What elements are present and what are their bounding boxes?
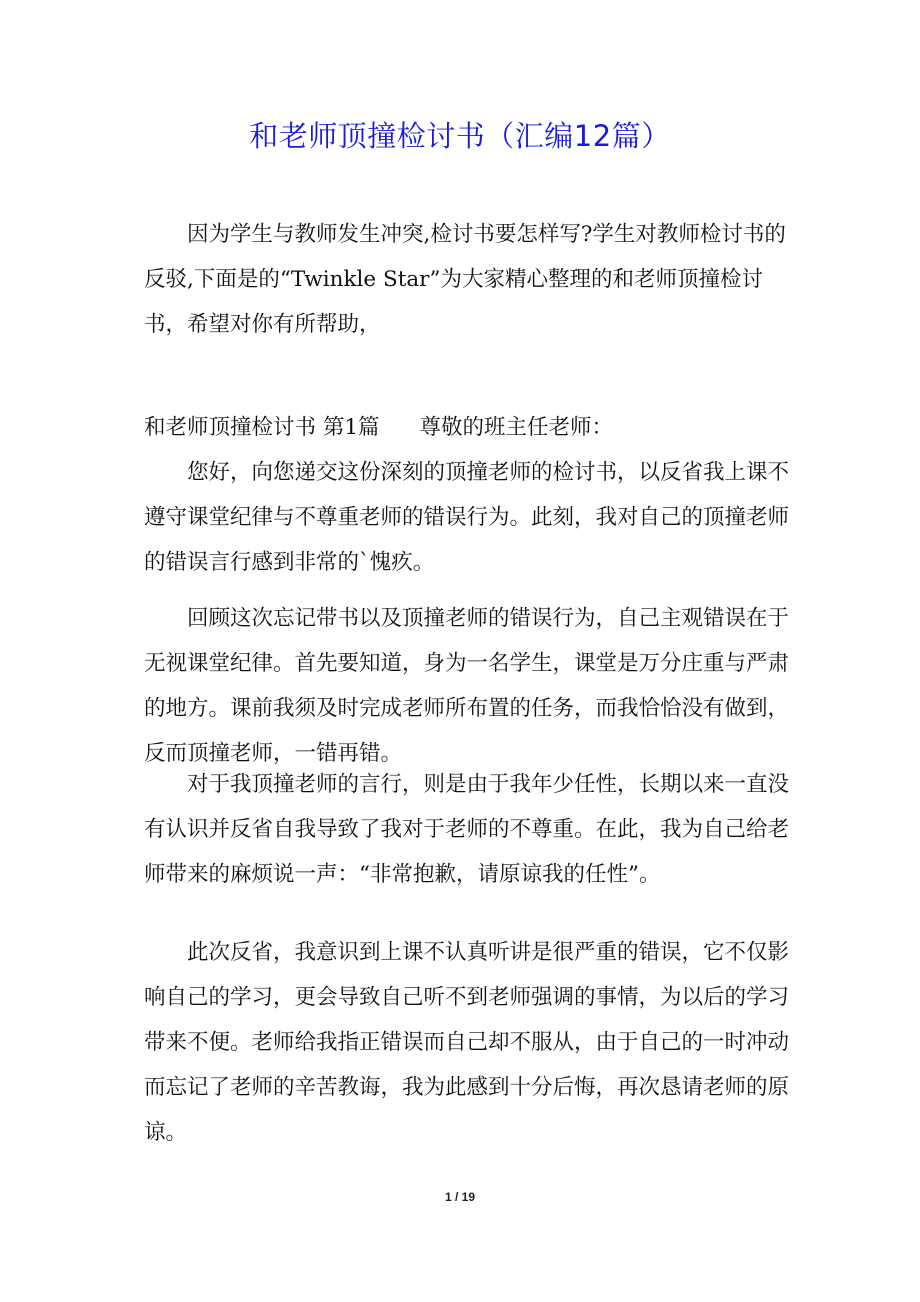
page-indicator: 1 / 19 (444, 1190, 476, 1204)
section-heading: 和老师顶撞检讨书 第1篇 (144, 415, 380, 440)
body-paragraph: 回顾这次忘记带书以及顶撞老师的错误行为，自己主观错误在于无视课堂纪律。首先要知道，身为一名学生，课堂是万分庄重与严肃的地方。课前我须及时完成老师所布置的任务，而我恰恰没有做到，反而顶撞老师，一错再错。 (144, 606, 790, 766)
intro-paragraph: 因为学生与教师发生冲突,检讨书要怎样写?学生对教师检讨书的反驳,下面是的“Twinkle Star”为大家精心整理的和老师顶撞检讨书，希望对你有所帮助， (144, 222, 786, 337)
body-paragraph: 此次反省，我意识到上课不认真听讲是很严重的错误，它不仅影响自己的学习，更会导致自己听不到老师强调的事情，为以后的学习带来不便。老师给我指正错误而自己却不服从，由于自己的一时冲动而忘记了老师的辛苦教诲，我为此感到十分后悔，再次恳请老师的原谅。 (144, 940, 790, 1145)
body-paragraph: 对于我顶撞老师的言行，则是由于我年少任性，长期以来一直没有认识并反省自我导致了我对于老师的不尊重。在此，我为自己给老师带来的麻烦说一声：“非常抱歉，请原谅我的任性”。 (144, 772, 790, 887)
document-title: 和老师顶撞检讨书（汇编12篇） (249, 119, 671, 153)
salutation: 尊敬的班主任老师： (419, 415, 614, 440)
body-paragraph: 您好，向您递交这份深刻的顶撞老师的检讨书，以反省我上课不遵守课堂纪律与不尊重老师的错误行为。此刻，我对自己的顶撞老师的错误言行感到非常的`愧疚。 (144, 460, 790, 575)
section-heading-line (144, 405, 804, 450)
